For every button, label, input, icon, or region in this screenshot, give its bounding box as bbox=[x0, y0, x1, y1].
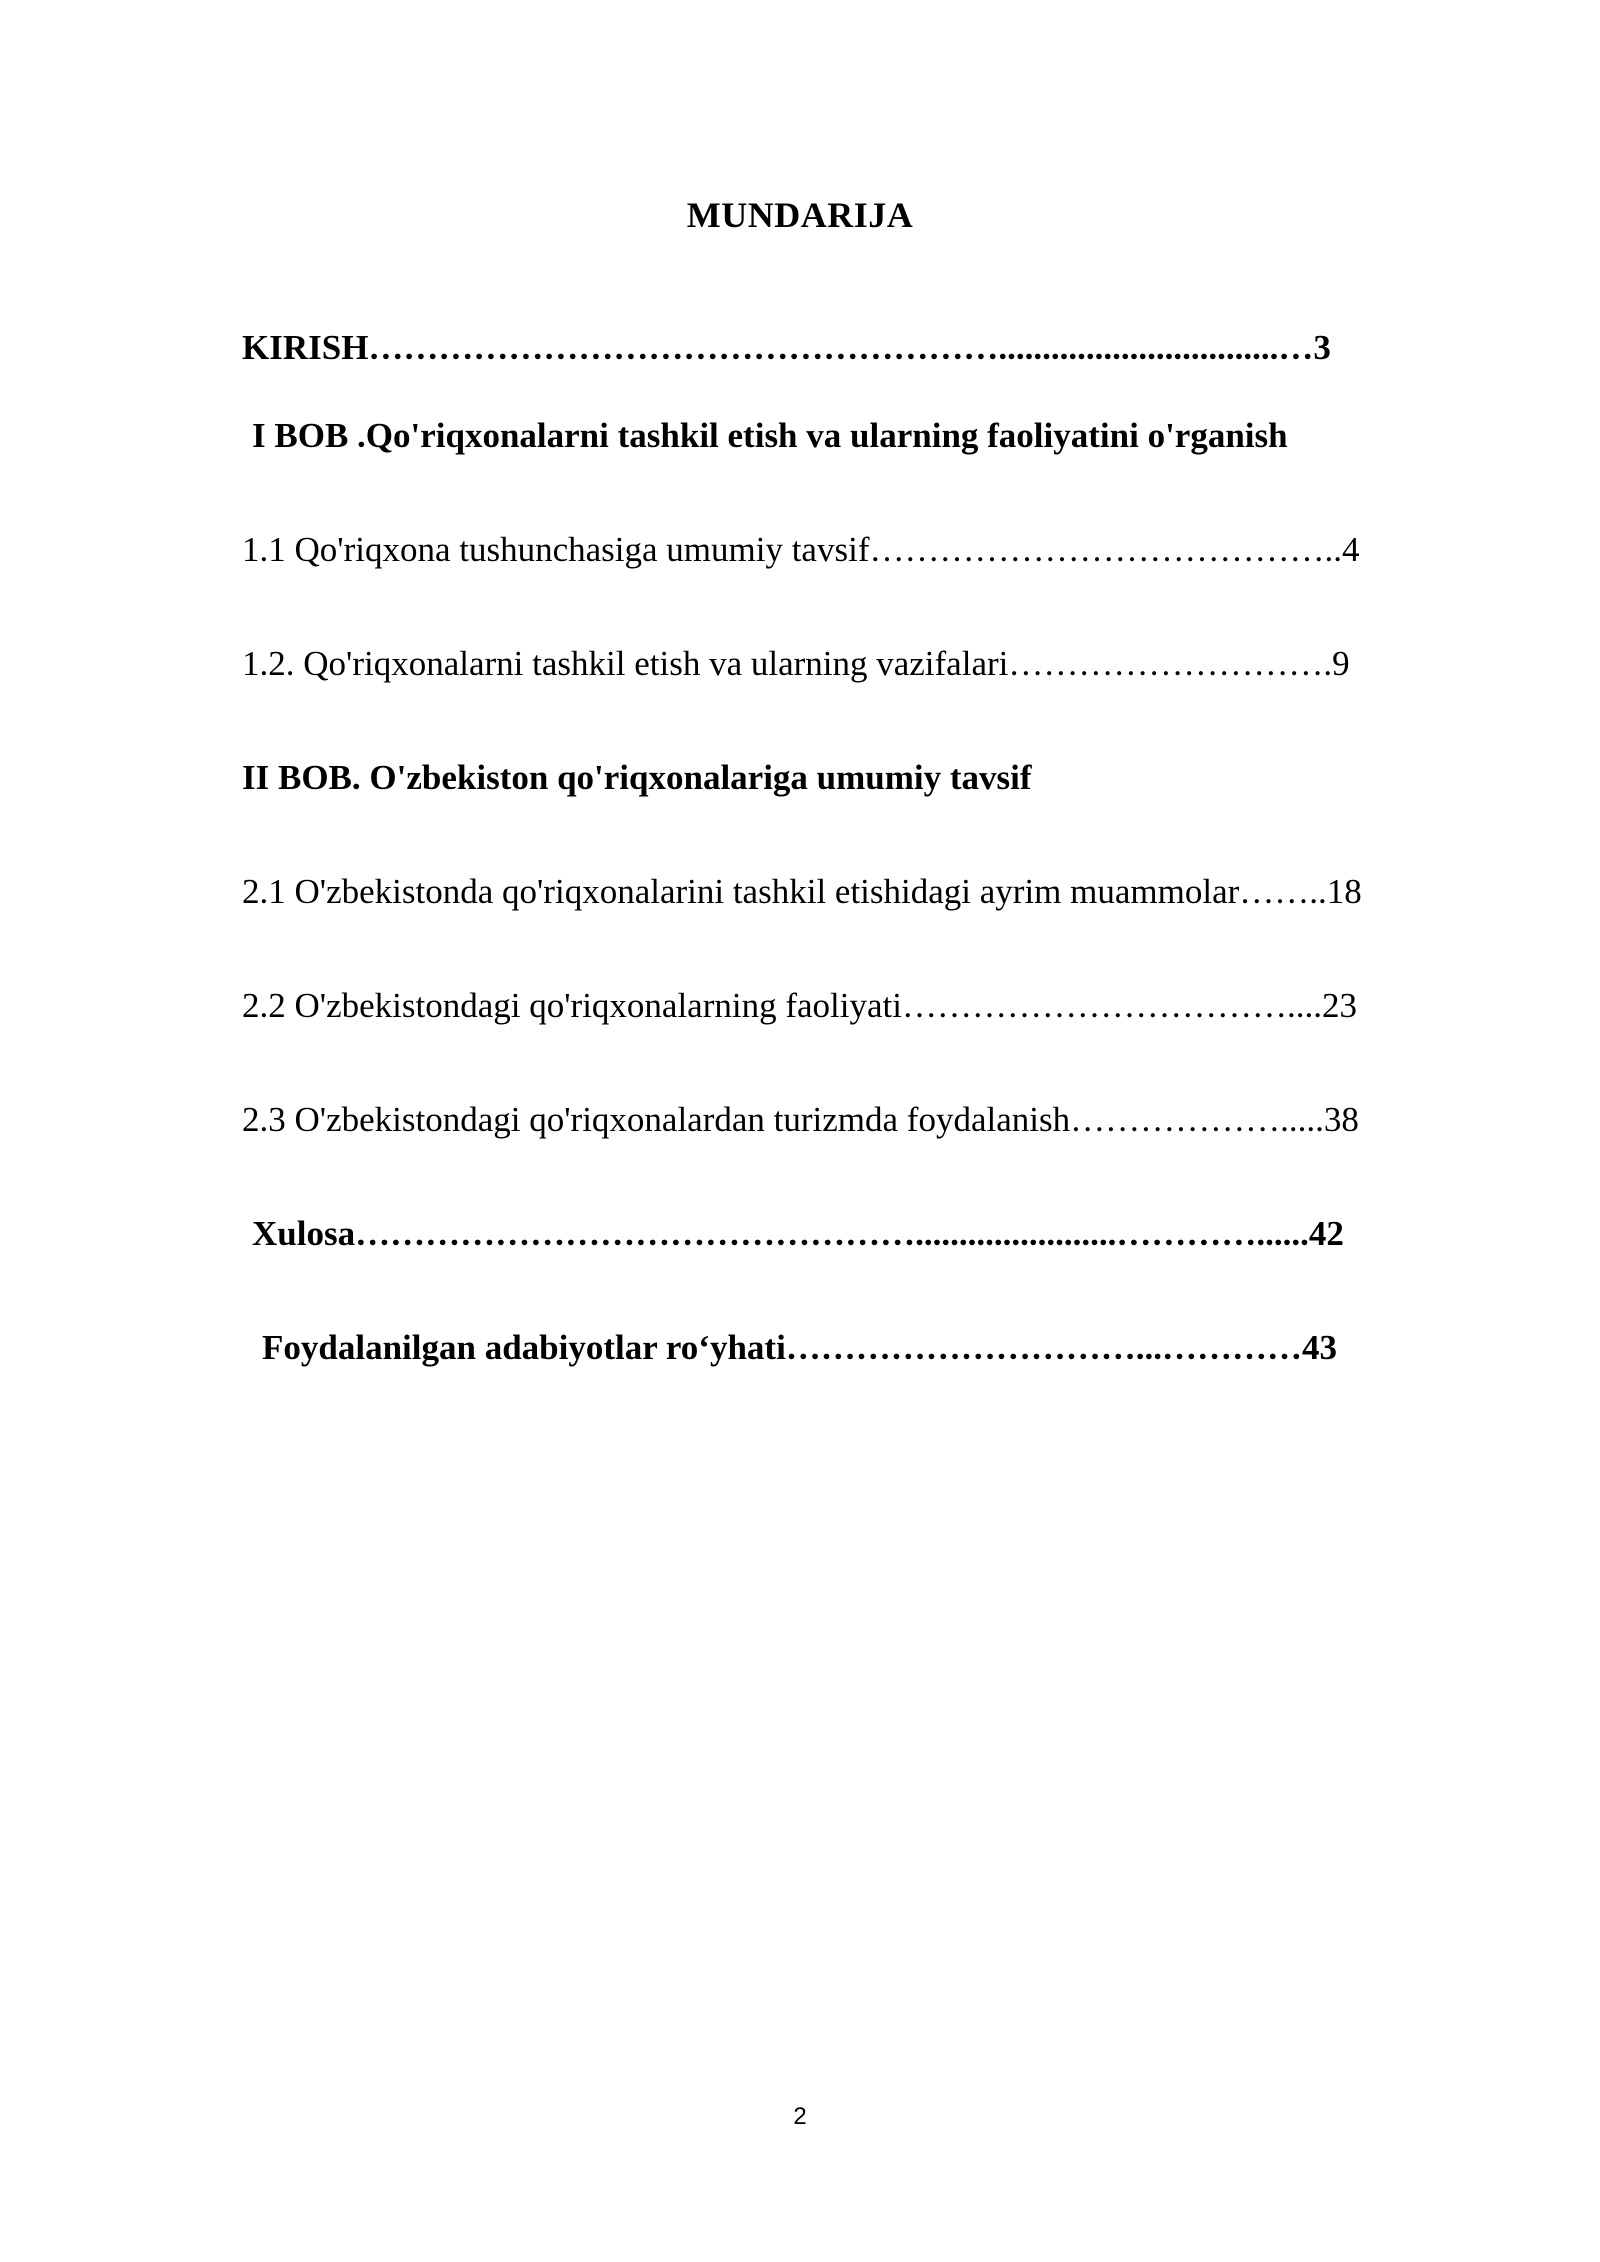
toc-entry-2-3: 2.3 O'zbekistondagi qo'riqxonalardan turizmda foydalanish……………….....38 bbox=[242, 1100, 1359, 1139]
toc-entry-kirish: KIRISH………………………………………………................................…3 bbox=[242, 328, 1331, 367]
toc-entry-2-1: 2.1 O'zbekistonda qo'riqxonalarini tashkil etishidagi ayrim muammolar……..18 bbox=[242, 872, 1362, 911]
toc-entry-1-1: 1.1 Qo'riqxona tushunchasiga umumiy tavsif…………………………………..4 bbox=[242, 530, 1360, 569]
toc-entry-xulosa: Xulosa………………………………………….......................…………......42 bbox=[252, 1214, 1344, 1253]
toc-entry-2-2: 2.2 O'zbekistondagi qo'riqxonalarning faoliyati……………………………....23 bbox=[242, 986, 1357, 1025]
page-number: 2 bbox=[793, 2103, 807, 2130]
page-title: MUNDARIJA bbox=[686, 195, 914, 235]
toc-entry-1-2: 1.2. Qo'riqxonalarni tashkil etish va ularning vazifalari……………………….9 bbox=[242, 644, 1350, 683]
toc-chapter-1-heading: I BOB .Qo'riqxonalarni tashkil etish va ularning faoliyatini o'rganish bbox=[252, 416, 1288, 455]
toc-chapter-2-heading: II BOB. O'zbekiston qo'riqxonalariga umumiy tavsif bbox=[242, 758, 1032, 797]
toc-entry-references: Foydalanilgan adabiyotlar ro‘yhati…………………………...…………43 bbox=[262, 1328, 1338, 1367]
